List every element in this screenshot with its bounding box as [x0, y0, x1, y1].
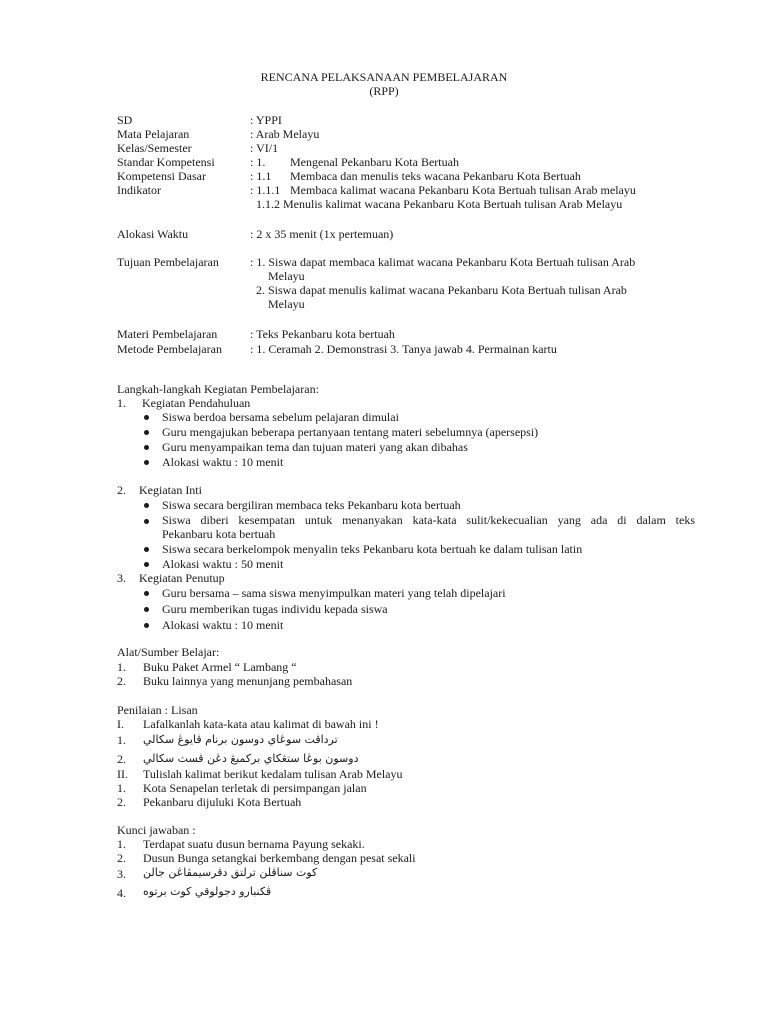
bullet-icon: [144, 623, 149, 628]
arab-text-1: ترداڤت سوڠاي دوسون برنام ڤايوڠ سکالي: [143, 733, 338, 746]
penilaian-2-num: II.: [117, 767, 128, 781]
label-mata-pelajaran: Mata Pelajaran: [117, 127, 190, 141]
bullet-icon: [144, 415, 149, 420]
arab-2-num: 2.: [117, 752, 126, 766]
label-sd: SD: [117, 113, 133, 127]
value-tujuan-2: 2. Siswa dapat menulis kalimat wacana Pekanbaru Kota Bertuah tulisan Arab: [256, 283, 627, 297]
value-metode: : 1. Ceramah 2. Demonstrasi 3. Tanya jawab 4. Permainan kartu: [250, 342, 557, 356]
num-indikator: : 1.1.1: [250, 183, 281, 197]
alat-heading: Alat/Sumber Belajar:: [117, 645, 220, 659]
alat-item: Buku lainnya yang menunjang pembahasan: [143, 674, 353, 688]
list-item: Siswa berdoa bersama sebelum pelajaran dimulai: [162, 410, 399, 424]
list-item: Siswa secara berkelompok menyalin teks Pekanbaru kota bertuah ke dalam tulisan latin: [162, 542, 583, 556]
list-item: Guru menyampaikan tema dan tujuan materi yang akan dibahas: [162, 440, 468, 454]
kunci-3-arab: کوت سناڤلن ترلتق دڤرسيمڤاڠن جالن: [143, 866, 318, 879]
arab-1-num: 1.: [117, 733, 126, 747]
kunci-2-num: 2.: [117, 851, 126, 865]
bullet-icon: [144, 445, 149, 450]
value-alokasi-waktu: : 2 x 35 menit (1x pertemuan): [250, 227, 394, 241]
value-tujuan-2-cont: Melayu: [268, 297, 305, 311]
alat-item: Buku Paket Armel “ Lambang “: [143, 660, 297, 674]
list-item: Guru bersama – sama siswa menyimpulkan materi yang telah dipelajari: [162, 586, 506, 600]
bullet-icon: [144, 460, 149, 465]
value-mata-pelajaran: : Arab Melayu: [250, 127, 320, 141]
list-item: Alokasi waktu : 10 menit: [162, 455, 284, 469]
bullet-icon: [144, 591, 149, 596]
arab-text-2: دوسون بوڠا ستڠکاي برکمبڠ دڠن ڤسث سکالي: [143, 752, 359, 765]
penilaian-heading: Penilaian : Lisan: [117, 703, 198, 717]
bullet-icon: [144, 430, 149, 435]
penilaian-2-text: Tulislah kalimat berikut kedalam tulisan Arab Melayu: [143, 767, 403, 781]
list-item: Alokasi waktu : 50 menit: [162, 557, 284, 571]
kunci-4-num: 4.: [117, 886, 126, 900]
label-metode: Metode Pembelajaran: [117, 342, 222, 356]
tulis-1-text: Kota Senapelan terletak di persimpangan jalan: [143, 781, 367, 795]
value-standar-kompetensi: Mengenal Pekanbaru Kota Bertuah: [290, 155, 459, 169]
bullet-icon: [144, 607, 149, 612]
list-item: Siswa diberi kesempatan untuk menanyakan kata-kata sulit/kekecualian yang ada di dalam teks: [162, 513, 695, 527]
section-2-num: 2.: [117, 483, 126, 497]
penilaian-1-num: I.: [117, 717, 124, 731]
section-3-num: 3.: [117, 571, 126, 585]
kunci-3-num: 3.: [117, 867, 126, 881]
num-kompetensi-dasar: : 1.1: [250, 169, 272, 183]
num-standar-kompetensi: : 1.: [250, 155, 266, 169]
kunci-1-num: 1.: [117, 837, 126, 851]
tulis-2-text: Pekanbaru dijuluki Kota Bertuah: [143, 795, 302, 809]
kunci-4-arab: ڤکنبارو دجولوقي کوت برتوه: [143, 885, 272, 898]
document-subtitle: (RPP): [369, 84, 399, 98]
list-item-cont: Pekanbaru kota bertuah: [162, 527, 276, 541]
list-item: Siswa secara bergiliran membaca teks Pekanbaru kota bertuah: [162, 498, 461, 512]
label-tujuan: Tujuan Pembelajaran: [117, 255, 219, 269]
kunci-1-text: Terdapat suatu dusun bernama Payung sekaki.: [143, 837, 365, 851]
label-alokasi-waktu: Alokasi Waktu: [117, 227, 189, 241]
value-tujuan-1: : 1. Siswa dapat membaca kalimat wacana Pekanbaru Kota Bertuah tulisan Arab: [250, 255, 636, 269]
bullet-icon: [144, 519, 149, 524]
penilaian-1-text: Lafalkanlah kata-kata atau kalimat di bawah ini !: [143, 717, 379, 731]
value-indikator: Membaca kalimat wacana Pekanbaru Kota Bertuah tulisan Arab melayu: [290, 183, 636, 197]
kunci-2-text: Dusun Bunga setangkai berkembang dengan pesat sekali: [143, 851, 416, 865]
value-kompetensi-dasar: Membaca dan menulis teks wacana Pekanbaru Kota Bertuah: [290, 169, 581, 183]
kunci-heading: Kunci jawaban :: [117, 823, 196, 837]
value-tujuan-1-cont: Melayu: [268, 269, 305, 283]
label-standar-kompetensi: Standar Kompetensi: [117, 155, 215, 169]
tulis-1-num: 1.: [117, 781, 126, 795]
list-item: Guru memberikan tugas individu kepada siswa: [162, 602, 388, 616]
langkah-heading: Langkah-langkah Kegiatan Pembelajaran:: [117, 382, 319, 396]
label-kompetensi-dasar: Kompetensi Dasar: [117, 169, 206, 183]
section-2-title: Kegiatan Inti: [139, 483, 202, 497]
label-indikator: Indikator: [117, 183, 161, 197]
label-materi: Materi Pembelajaran: [117, 327, 218, 341]
section-1-num: 1.: [117, 396, 126, 410]
value-materi: : Teks Pekanbaru kota bertuah: [250, 327, 395, 341]
bullet-icon: [144, 547, 149, 552]
document-title: RENCANA PELAKSANAAN PEMBELAJARAN: [260, 70, 508, 84]
list-item: Alokasi waktu : 10 menit: [162, 618, 284, 632]
alat-num: 1.: [117, 660, 126, 674]
bullet-icon: [144, 562, 149, 567]
list-item: Guru mengajukan beberapa pertanyaan tentang materi sebelumnya (apersepsi): [162, 425, 539, 439]
bullet-icon: [144, 503, 149, 508]
section-3-title: Kegiatan Penutup: [139, 571, 225, 585]
value-kelas: : VI/1: [250, 141, 279, 155]
alat-num: 2.: [117, 674, 126, 688]
tulis-2-num: 2.: [117, 795, 126, 809]
section-1-title: Kegiatan Pendahuluan: [142, 396, 251, 410]
value-sd: : YPPI: [250, 113, 282, 127]
value-indikator-2: 1.1.2 Menulis kalimat wacana Pekanbaru Kota Bertuah tulisan Arab Melayu: [256, 197, 623, 211]
label-kelas: Kelas/Semester: [117, 141, 192, 155]
